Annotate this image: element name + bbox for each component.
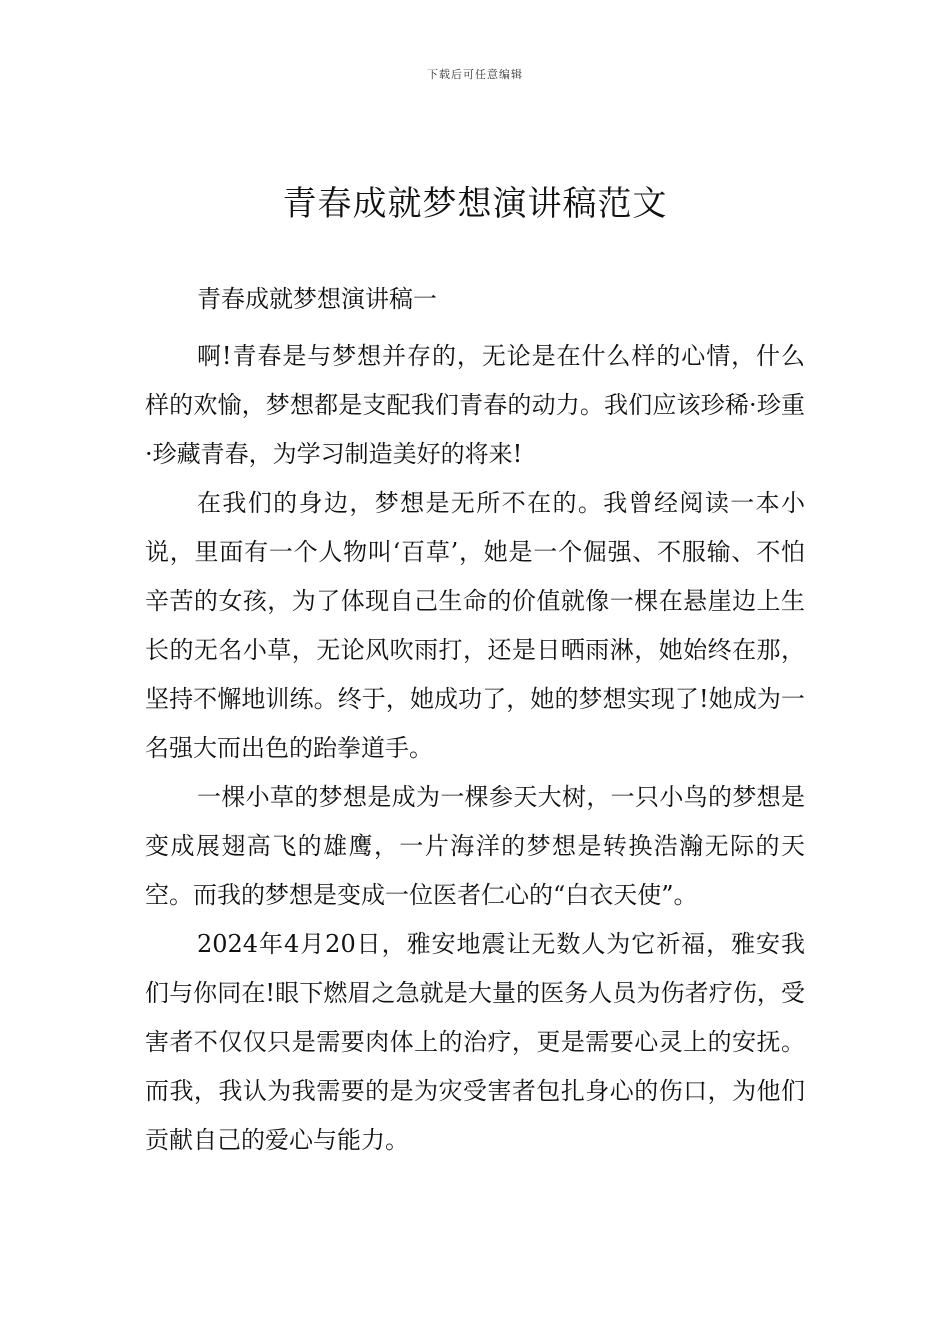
header-note: 下载后可任意编辑: [427, 68, 523, 81]
document-body: [145, 280, 805, 1165]
paragraph-4: 2024年4月20日，雅安地震让无数人为它祈福，雅安我们与你同在!眼下燃眉之急就是大量的医务人员为伤者疗伤，受害者不仅仅只是需要肉体上的治疗，更是需要心灵上的安抚。而我，我认为我需要的是为灾受害者包扎身心的伤口，为他们贡献自己的爱心与能力。: [145, 930, 805, 1154]
paragraph-1: 啊!青春是与梦想并存的，无论是在什么样的心情，什么样的欢愉，梦想都是支配我们青春的动力。我们应该珍稀·珍重·珍藏青春，为学习制造美好的将来!: [145, 342, 805, 468]
paragraph-2: 在我们的身边，梦想是无所不在的。我曾经阅读一本小说，里面有一个人物叫‘百草’，她是一个倔强、不服输、不怕辛苦的女孩，为了体现自己生命的价值就像一棵在悬崖边上生长的无名小草，无论风吹雨打，还是日晒雨淋，她始终在那，坚持不懈地训练。终于，她成功了，她的梦想实现了!她成为一名强大而出色的跆拳道手。: [145, 489, 805, 762]
document-title: 青春成就梦想演讲稿范文: [282, 184, 668, 224]
paragraph-3: 一棵小草的梦想是成为一棵参天大树，一只小鸟的梦想是变成展翅高飞的雄鹰，一片海洋的梦想是转换浩瀚无际的天空。而我的梦想是变成一位医者仁心的“白衣天使”。: [145, 783, 805, 909]
section-subtitle: 青春成就梦想演讲稿一: [197, 285, 437, 313]
